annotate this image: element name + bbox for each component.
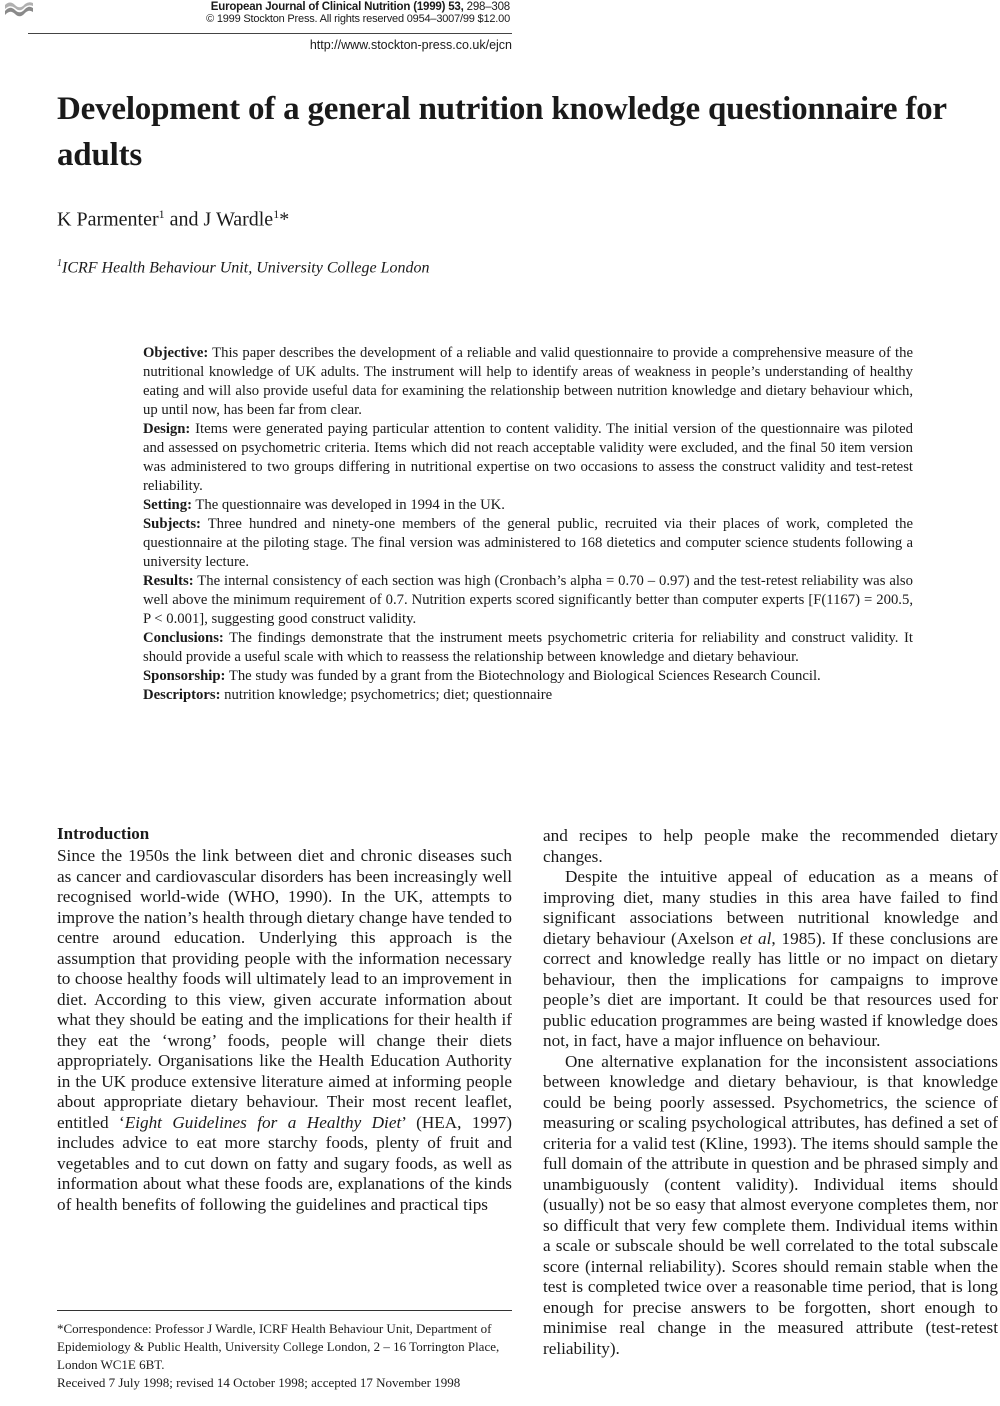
abstract-setting [143,496,913,515]
body-text: , 1985). If these conclusions are correct and knowledge really has little or no impact on dietary behaviour, then the implications for campaigns to improve people’s diet are important. It could be that resources used for public education programmes are being wasted if knowledge does not, in fact, have a major influence on behaviour. [543,928,998,1050]
affiliation [57,258,430,277]
header-divider [28,33,512,34]
journal-pages: 298–308 [466,1,510,13]
abstract-label: Results: [143,573,194,589]
abstract-text: nutrition knowledge; psychometrics; diet; questionnaire [220,687,553,703]
abstract-label: Sponsorship: [143,668,226,684]
journal-url: http://www.stockton-press.co.uk/ejcn [309,38,512,52]
affiliation-marker: 1 [273,207,280,221]
abstract-descriptors [143,686,913,705]
footnote [57,1320,512,1392]
footnote-divider [57,1310,512,1311]
abstract-label: Objective: [143,345,209,361]
body-paragraph [57,846,512,1215]
body-text: Despite the intuitive appeal of education as a means of improving diet, many studies in this area have failed to find significant associations between nutritional knowledge and dietary behaviour (Axelson [543,867,998,948]
abstract-design [143,420,913,496]
body-paragraph: and recipes to help people make the recommended dietary changes. [543,826,998,866]
body-column-left [57,846,512,1215]
abstract-label: Subjects: [143,516,201,532]
footnote-correspondence: *Correspondence: Professor J Wardle, ICRF Health Behaviour Unit, Department of Epidemiology & Public Health, University College London, 2 – 16 Torrington Place, London WC1E 6BT. [57,1321,500,1372]
abstract-text: The findings demonstrate that the instrument meets psychometric criteria for reliability and construct validity. It should provide a useful scale with which to reassess the relationship between knowledge and dietary behaviour. [143,630,913,665]
publisher-logo-icon [4,2,34,20]
affiliation-text: ICRF Health Behaviour Unit, University College London [62,259,430,277]
abstract-results [143,572,913,629]
body-text: Since the 1950s the link between diet and chronic diseases such as cancer and cardiovascular disorders has been increasingly well recognised world-wide (WHO, 1990). In the UK, attempts to improve the nation’s health through dietary change have tended to centre around education. Underlying this approach is the assumption that providing people with the information necessary to choose healthy foods will ultimately lead to an improvement in diet. According to this view, given accurate information about what they should be eating and the implications for their health if they eat the ‘wrong’ foods, people will change their diets appropriately. Organisations like the Health Education Authority in the UK produce extensive literature aimed at informing people about appropriate dietary behaviour. Their most recent leaflet, entitled ‘ [57,846,512,1132]
abstract-text: Items were generated paying particular attention to content validity. The initial version of the questionnaire was piloted and assessed on psychometric criteria. Items which did not reach acceptable validity were excluded, and the final 50 item version was administered to two groups differing in nutritional expertise on two occasions to assess the construct validity and test-retest reliability. [143,421,913,494]
correspondence-marker: * [279,208,290,231]
body-column-right [543,826,998,1359]
article-title: Development of a general nutrition knowledge questionnaire for adults [57,91,947,173]
abstract-text: Three hundred and ninety-one members of the general public, recruited via their places of work, completed the questionnaire at the piloting stage. The final version was administered to 168 dietetics and computer science students following a university lecture. [143,516,913,570]
abstract-text: The questionnaire was developed in 1994 in the UK. [191,497,505,513]
abstract [143,344,913,705]
journal-name: European Journal of Clinical Nutrition (1999) 53, [210,1,464,13]
journal-header [120,1,510,25]
abstract-text: The study was funded by a grant from the Biotechnology and Biological Sciences Research Council. [225,668,821,684]
body-paragraph [543,867,998,1052]
abstract-label: Conclusions: [143,630,224,646]
abstract-label: Descriptors: [143,687,221,703]
journal-citation [120,1,510,13]
abstract-text: The internal consistency of each section was high (Cronbach’s alpha = 0.70 – 0.97) and the test-retest reliability was also well above the minimum requirement of 0.7. Nutrition experts scored significantly better than computer experts [F(1167) = 200.5, P < 0.001], suggesting good construct validity. [143,573,913,627]
affiliation-marker: 1 [158,207,165,221]
abstract-objective [143,344,913,420]
body-italic-text: Eight Guidelines for a Healthy Diet [124,1112,402,1132]
author-name: K Parmenter [57,208,159,231]
abstract-sponsorship [143,667,913,686]
journal-copyright: © 1999 Stockton Press. All rights reserved 0954–3007/99 $12.00 [206,13,510,25]
abstract-subjects [143,515,913,572]
author-list [57,207,289,232]
body-italic-text: et al [739,928,772,948]
abstract-label: Design: [143,421,191,437]
body-text: ’ (HEA, 1997) includes advice to eat more starchy foods, plenty of fruit and vegetables and to cut down on fatty and sugary foods, as well as information about what these foods are, explanations of the kinds of health benefits of following the guidelines and practical tips [57,1112,512,1214]
author-name: and J Wardle [164,208,274,231]
abstract-conclusions [143,629,913,667]
abstract-text: This paper describes the development of a reliable and valid questionnaire to provide a comprehensive measure of the nutritional knowledge of UK adults. The instrument will help to identify areas of weakness in people’s understanding of healthy eating and will also provide useful data for examining the relationship between nutrition knowledge and dietary behaviour which, up until now, has been far from clear. [143,345,913,418]
affiliation-marker: 1 [57,258,62,269]
body-paragraph: One alternative explanation for the inconsistent associations between knowledge and dietary behaviour, is that knowledge could be being poorly assessed. Psychometrics, the science of measuring or scaling psychological attributes, has defined a set of criteria for a valid test (Kline, 1993). The items should sample the full domain of the attribute in question and be phrased simply and unambiguously (content validity). Individual items should (usually) not be so easy that almost everyone completes them, nor so difficult that very few complete them. Individual items within a scale or subscale should be well correlated to the total subscale score (internal reliability). Scores should remain stable when the test is completed twice over a reasonable time period, that is long enough for precise answers to be forgotten, short enough to minimise real change in the measured attribute (test-retest reliability). [543,1051,998,1358]
abstract-label: Setting: [143,497,192,513]
section-heading-introduction: Introduction [57,824,150,843]
footnote-received: Received 7 July 1998; revised 14 October 1998; accepted 17 November 1998 [57,1375,461,1390]
